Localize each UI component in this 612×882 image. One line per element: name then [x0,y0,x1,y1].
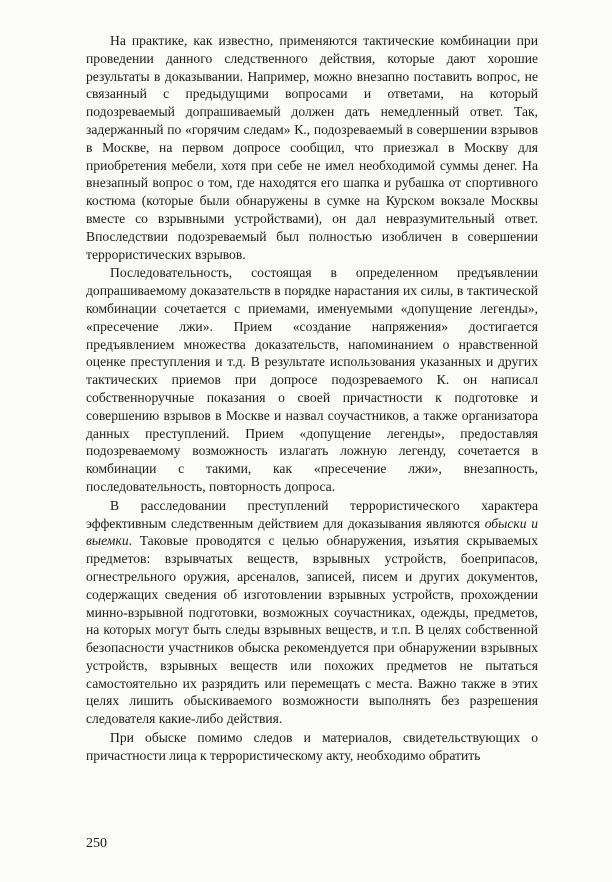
page-number: 250 [86,836,107,851]
paragraph-3-emphasis: обыски и выемки [86,515,538,549]
paragraph-1: На практике, как известно, применяются тактические комбинации при проведении данного следственного действия, которые дают хорошие результаты в доказывании. Например, можно внезапно поставить вопрос, не связанный с предыдущими вопросами и ответами, на который подозреваемый допрашиваемый должен дать немедленный ответ. Так, задержанный по «горячим следам» К., подозреваемый в совершении взрывов в Москве, на первом допросе сообщил, что приезжал в Москву для приобретения мебели, хотя при себе не имел необходимой суммы денег. На внезапный вопрос о том, где находятся его шапка и рубашка от спортивного костюма (которые были обнаружены в сумке на Курском вокзале Москвы вместе со взрывными устройствами), он дал невразумительный ответ. Впоследствии подозреваемый был полностью изобличен в совершении террористических взрывов. [86,33,538,262]
paragraph-3 [86,497,538,728]
body-text [86,32,538,765]
paragraph-3-rest: . Таковые проводятся с целью обнаружения, изъятия скрываемых предметов: взрывчатых веществ, взрывных устройств, боеприпасов, огнестрельного оружия, арсеналов, записей, писем и других документов, содержащих сведения об изготовлении взрывных устройств, прохождении минно-взрывной подготовки, возможных соучастниках, одежды, предметов, на которых могут быть следы взрывных веществ, и т.п. В целях собственной безопасности участников обыска рекомендуется при обнаружении взрывных устройств, взрывных веществ или похожих предметов не пытаться самостоятельно их разрядить или перемещать с места. Важно также в этих целях лишить обыскиваемого возможности выполнять без разрешения следователя какие-либо действия. [86,533,538,727]
paragraph-4: При обыске помимо следов и материалов, свидетельствующих о причастности лица к террористическому акту, необходимо обратить [86,730,538,763]
paragraph-2: Последовательность, состоящая в определенном предъявлении допрашиваемому доказательств в порядке нарастания их силы, в тактической комбинации сочетается с приемами, именуемыми «допущение легенды», «пресечение лжи». Прием «создание напряжения» достигается предъявлением множества доказательств, напоминанием о нравственной оценке преступления и т.д. В результате использования указанных и других тактических приемов при допросе подозреваемого К. он написал собственноручные показания о своей причастности к подготовке и совершению взрывов в Москве и назвал соучастников, а также организатора данных преступлений. Прием «допущение легенды», предоставляя подозреваемому возможность излагать ложную легенду, сочетается в комбинации с такими, как «пресечение лжи», внезапность, последовательность, повторность допроса. [86,265,538,494]
paragraph-3-lead: В расследовании преступлений террористического характера эффективным следственным действием для доказывания являются [86,497,538,531]
